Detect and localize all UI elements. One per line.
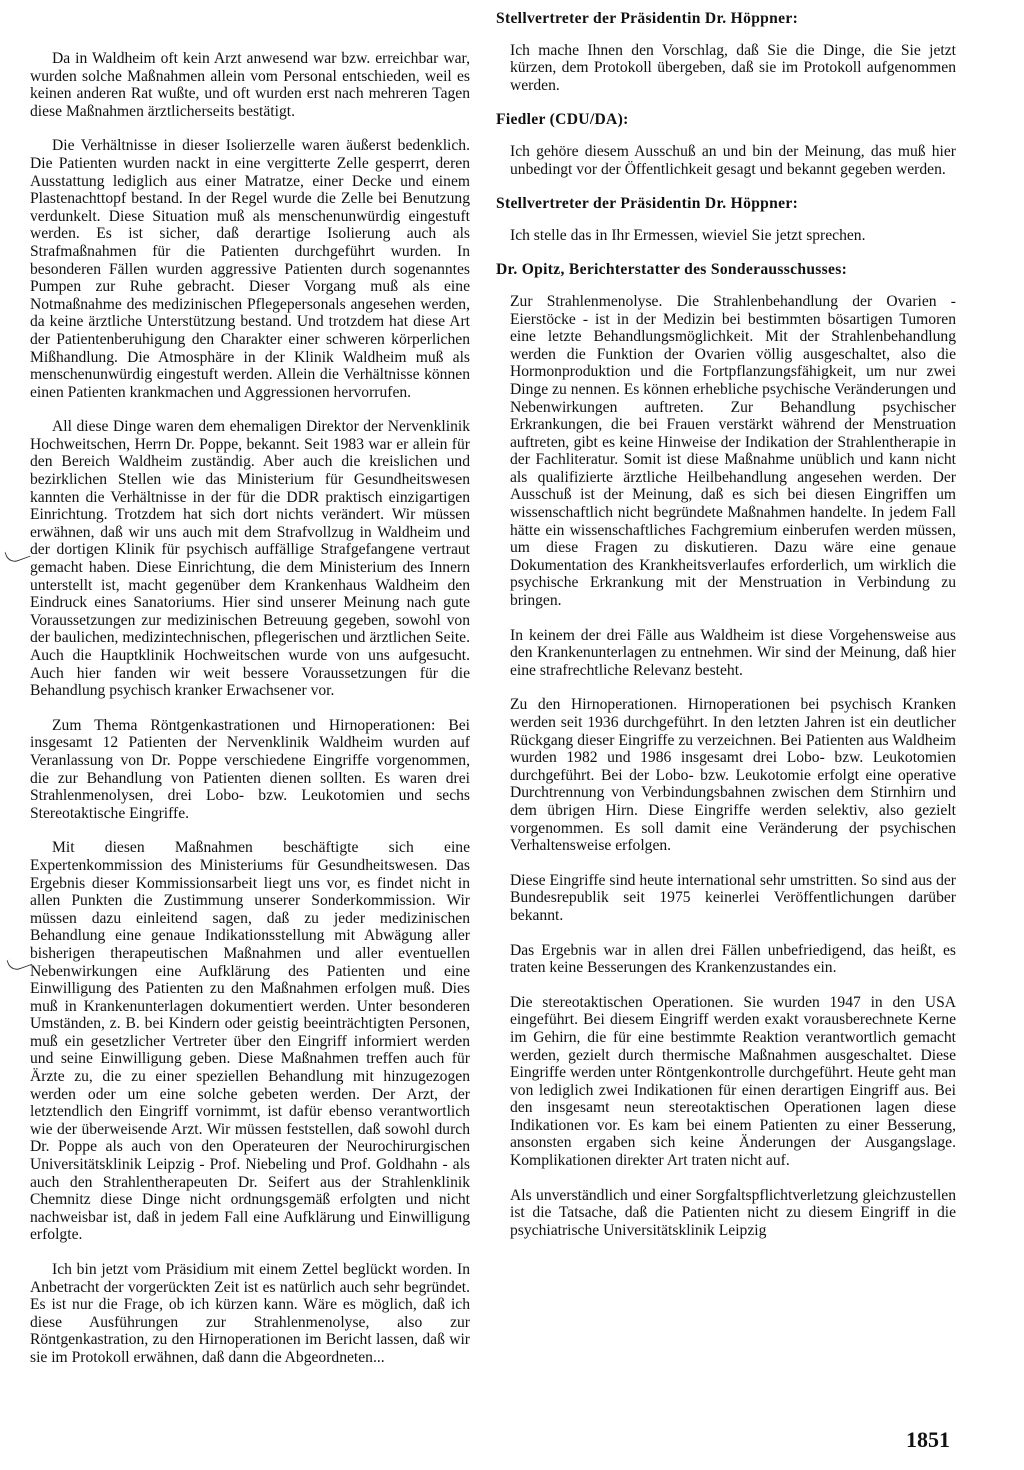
speech-text: Ich stelle das in Ihr Ermessen, wieviel Sie jetzt sprechen. xyxy=(510,226,866,244)
speaker-heading: Fiedler (CDU/DA): xyxy=(496,111,629,129)
paragraph: Da in Waldheim oft kein Arzt anwesend war bzw. erreichbar war, wurden solche Maßnahmen allein vom Personal entschieden, weil es keinen anderen Rat wußte, und oft wurden erst nach mehreren Tagen diese Maßnahmen ärztlicherseits bestätigt. xyxy=(30,50,470,120)
paragraph: Die Verhältnisse in dieser Isolierzelle waren äußerst bedenklich. Die Patienten wurden nackt in eine vergitterte Zelle gesperrt, deren Ausstattung lediglich aus einer Matratze, einer Decke und einem Plastenachttopf bestand. In der Regel wurde die Zelle bei Benutzung verdunkelt. Diese Situation muß als menschenunwürdig eingestuft werden. Es ist sicher, daß derartige Isolierung auch als Strafmaßnahmen für die Patienten durchgeführt wurden. In besonderen Fällen wurden aggressive Patienten durch sogenanntes Pumpen zur Ruhe gebracht. Dieser Vorgang muß als eine Notmaßnahme des medizinischen Pflegepersonals angesehen werden, da keine ärztliche Unterstützung bestand. Und trotzdem hat diese Art der Patientenberuhigung den Charakter einer schweren körperlichen Mißhandlung. Die Atmosphäre in der Klinik Waldheim muß als menschenunwürdig eingestuft werden. Allein die Verhältnisse können einen Patienten krankmachen und Aggressionen hervorrufen. xyxy=(30,137,470,401)
speech-text: Diese Eingriffe sind heute international sehr umstritten. So sind aus der Bundesrepublik seit 1975 keinerlei Veröffentlichungen darüber bekannt. xyxy=(510,871,956,924)
speech-text: Zu den Hirnoperationen. Hirnoperationen bei psychisch Kranken werden seit 1936 durchgeführt. In den letzten Jahren ist ein deutlicher Rückgang dieser Eingriffe zu verzeichnen. Bei Patienten aus Waldheim wurden 1982 und 1986 insgesamt drei Lobo- bzw. Leukotomien durchgeführt. Bei der Lobo- bzw. Leukotomie erfolgt eine operative Durchtrennung von Verbindungsbahnen zwischen dem Stirnhirn und dem übrigen Hirn. Diese Eingriffe werden selektiv, also gezielt vorgenommen. Es soll damit eine Veränderung der psychischen Verhaltensweise erfolgen. xyxy=(510,696,956,855)
speech-text: Die stereotaktischen Operationen. Sie wurden 1947 in den USA eingeführt. Bei diesem Eingriff werden exakt vorausberechnete Kerne im Gehirn, die für eine bestimmte Reaktion verantwortlich gemacht werden, gezielt durch thermische Maßnahmen ausgeschaltet. Diese Eingriffe werden unter Röntgenkontrolle durchgeführt. Heute geht man von lediglich zwei Indikationen für einen derartigen Eingriff aus. Bei den insgesamt neun stereotaktischen Operationen lagen diese Indikationen vor. Es kam bei einem Patienten zu einer Besserung, ansonsten ergaben sich keine Änderungen der Ausgangslage. Komplikationen direkter Art traten nicht auf. xyxy=(510,993,956,1170)
margin-mark xyxy=(4,544,30,564)
paragraph: Mit diesen Maßnahmen beschäftigte sich eine Expertenkommission des Ministeriums für Gesundheitswesen. Das Ergebnis dieser Kommissionsarbeit liegt uns vor, es findet nicht in allen Punkten die Zustimmung unserer Sonderkommission. Wir müssen dazu einleitend sagen, daß zu jeder medizinischen Behandlung eine genaue Indikationsstellung mit Abwägung aller bisherigen therapeutischen Maßnahmen und aller eventuellen Nebenwirkungen eine Aufklärung des Patienten und eine Einwilligung des Patienten zu den Maßnahmen erfolgen muß. Dies muß in Krankenunterlagen dokumentiert werden. Unter besonderen Umständen, z. B. bei Kindern oder geistig beeinträchtigten Personen, muß ein gesetzlicher Vertreter über den Eingriff informiert werden und seine Einwilligung geben. Diese Maßnahmen treffen auch für Ärzte zu, die zu einer speziellen Behandlung mit hinzugezogen werden oder um eine solche gebeten werden. Der Arzt, der letztendlich den Eingriff vornimmt, ist dafür ebenso verantwortlich wie der überweisende Arzt. Wir müssen feststellen, daß sowohl durch Dr. Poppe als auch von den Operateuren der Neurochirurgischen Universitätsklinik Leipzig - Prof. Niebeling und Prof. Goldhahn - als auch den Strahlentherapeuten Dr. Seifert aus der Strahlenklinik Chemnitz diese Dinge nicht ordnungsgemäß erfolgten und nicht nachweisbar ist, daß in jedem Fall eine Aufklärung und Einwilligung erfolgte. xyxy=(30,839,470,1244)
speaker-heading: Dr. Opitz, Berichterstatter des Sonderausschusses: xyxy=(496,261,848,279)
speaker-heading: Stellvertreter der Präsidentin Dr. Höppner: xyxy=(496,195,799,213)
margin-mark xyxy=(6,952,32,972)
speech-text: Zur Strahlenmenolyse. Die Strahlenbehandlung der Ovarien - Eierstöcke - ist in der Medizin bei bestimmten bösartigen Tumoren eine letzte Behandlungsmöglichkeit. Mit der Strahlenbehandlung werden die Funktion der Ovarien völlig ausgeschaltet, also die Hormonproduktion und die Fortpflanzungsfähigkeit, um nur zwei Dinge zu nennen. Es können erhebliche psychische Veränderungen und Nebenwirkungen auftreten. Zur Behandlung psychischer Erkrankungen, die bei Frauen verstärkt während der Menstruation auftreten, gibt es keine Hinweise der Indikation der Strahlentherapie in der Fachliteratur. Somit ist diese Maßnahme unüblich und kann nicht als qualifizierte ärztliche Heilbehandlung angesehen werden. Der Ausschuß ist der Meinung, daß es sich bei diesen Eingriffen um wissenschaftlich nicht begründete Maßnahmen handelte. In jedem Fall hätte ein wissenschaftliches Fachgremium einberufen werden müssen, um diese Fragen zu diskutieren. Dazu wäre eine genaue Dokumentation des Krankheitsverlaufes erforderlich, um wirklich die psychische Erkrankung mit der Menstruation in Verbindung zu bringen. xyxy=(510,292,956,610)
left-column xyxy=(30,0,470,1384)
paragraph: All diese Dinge waren dem ehemaligen Direktor der Nervenklinik Hochweitschen, Herrn Dr. Poppe, bekannt. Seit 1983 war er allein für den Bereich Waldheim zuständig. Aber auch die kreislichen und bezirklichen Stellen wie das Ministerium für Gesundheitswesen kannten die Verhältnisse in der für die DDR praktisch einzigartigen Einrichtung. Trotzdem hat sich dort nichts verändert. Wir müssen erwähnen, daß wir uns auch mit dem Strafvollzug in Waldheim und der dortigen Klinik für psychisch auffällige Strafgefangene vertraut gemacht haben. Diese Einrichtung, die dem Ministerium des Innern unterstellt ist, macht gegenüber dem Krankenhaus Waldheim den Eindruck eines Sanatoriums. Hier sind unserer Meinung nach gute Voraussetzungen zur medizinischen Betreuung gegeben, sowohl von der baulichen, medizintechnischen, pflegerischen und ärztlichen Seite. Auch die Hauptklinik Hochweitschen wurde von uns aufgesucht. Auch hier fanden wir weit bessere Voraussetzungen für die Behandlung psychisch kranker Erwachsener vor. xyxy=(30,418,470,700)
speech-text: Ich mache Ihnen den Vorschlag, daß Sie die Dinge, die Sie jetzt kürzen, dem Protokoll übergeben, daß sie im Protokoll aufgenommen werden. xyxy=(510,41,956,94)
speech-text: Als unverständlich und einer Sorgfaltspflichtverletzung gleichzustellen ist die Tatsache, daß die Patienten nicht zu diesem Eingriff in die psychiatrische Universitätsklinik Leipzig xyxy=(510,1186,956,1239)
speech-text: Ich gehöre diesem Ausschuß an und bin der Meinung, das muß hier unbedingt vor der Öffentlichkeit gesagt und bekannt gegeben werden. xyxy=(510,142,956,178)
speech-text: In keinem der drei Fälle aus Waldheim ist diese Vorgehensweise aus den Krankenunterlagen zu entnehmen. Wir sind der Meinung, daß hier eine strafrechtliche Relevanz besteht. xyxy=(510,626,956,679)
page-number: 1851 xyxy=(906,1427,950,1452)
right-column xyxy=(496,0,956,1256)
speech-text: Das Ergebnis war in allen drei Fällen unbefriedigend, das heißt, es traten keine Besserungen des Krankenzustandes ein. xyxy=(510,941,956,977)
paragraph: Ich bin jetzt vom Präsidium mit einem Zettel beglückt worden. In Anbetracht der vorgerückten Zeit ist es natürlich auch sehr begründet. Es ist nur die Frage, ob ich kürzen kann. Wäre es möglich, daß ich diese Ausführungen zur Strahlenmenolyse, also zur Röntgenkastration, zu den Hirnoperationen im Bericht lassen, daß wir sie im Protokoll erwähnen, daß dann die Abgeordneten... xyxy=(30,1261,470,1366)
paragraph: Zum Thema Röntgenkastrationen und Hirnoperationen: Bei insgesamt 12 Patienten der Nervenklinik Waldheim wurden auf Veranlassung von Dr. Poppe verschiedene Eingriffe vorgenommen, die zur Behandlung von Patienten dienen sollten. Es waren drei Strahlenmenolysen, drei Lobo- bzw. Leukotomien und sechs Stereotaktische Eingriffe. xyxy=(30,716,470,822)
speaker-heading: Stellvertreter der Präsidentin Dr. Höppner: xyxy=(496,10,799,27)
